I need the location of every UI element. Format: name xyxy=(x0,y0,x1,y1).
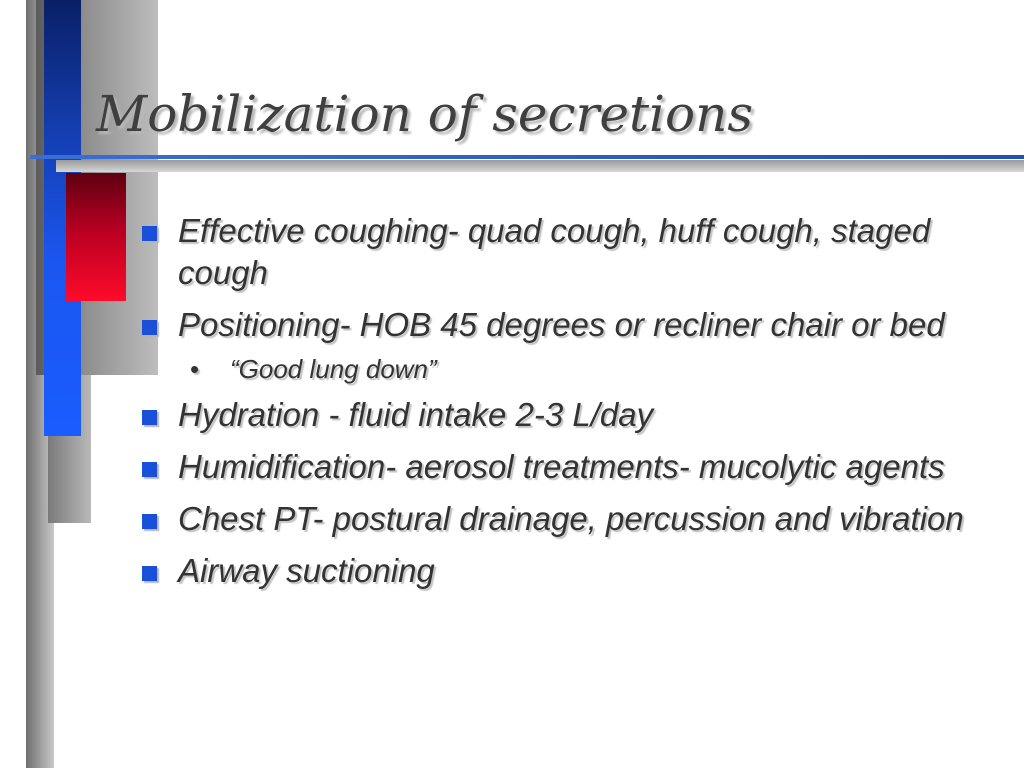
bullet-text: Chest PT- postural drainage, percussion and vibration xyxy=(178,500,964,537)
bullet-item xyxy=(140,210,1000,294)
bullet-text: Airway suctioning xyxy=(178,552,435,589)
bullet-text: Humidification- aerosol treatments- mucolytic agents xyxy=(178,448,945,485)
bullet-list xyxy=(140,210,1000,602)
decorative-red-block xyxy=(66,173,126,301)
square-bullet-icon xyxy=(142,226,157,241)
bullet-item xyxy=(140,498,1000,540)
title-underline-blue xyxy=(30,155,1024,159)
dot-bullet-icon: • xyxy=(190,354,200,384)
square-bullet-icon xyxy=(142,514,157,529)
square-bullet-icon xyxy=(142,462,157,477)
sub-bullet-item xyxy=(140,352,1000,386)
title-underline-gray xyxy=(56,160,1024,172)
square-bullet-icon xyxy=(142,566,157,581)
bullet-item xyxy=(140,394,1000,436)
bullet-item xyxy=(140,550,1000,592)
square-bullet-icon xyxy=(142,320,157,335)
bullet-item xyxy=(140,446,1000,488)
bullet-text: Effective coughing- quad cough, huff cough, staged cough xyxy=(178,212,931,291)
bullet-item xyxy=(140,304,1000,346)
bullet-text: Positioning- HOB 45 degrees or recliner chair or bed xyxy=(178,306,945,343)
bullet-text: Hydration - fluid intake 2-3 L/day xyxy=(178,396,654,433)
square-bullet-icon xyxy=(142,410,157,425)
sub-bullet-text: “Good lung down” xyxy=(230,354,437,384)
slide-title: Mobilization of secretions xyxy=(96,85,754,143)
